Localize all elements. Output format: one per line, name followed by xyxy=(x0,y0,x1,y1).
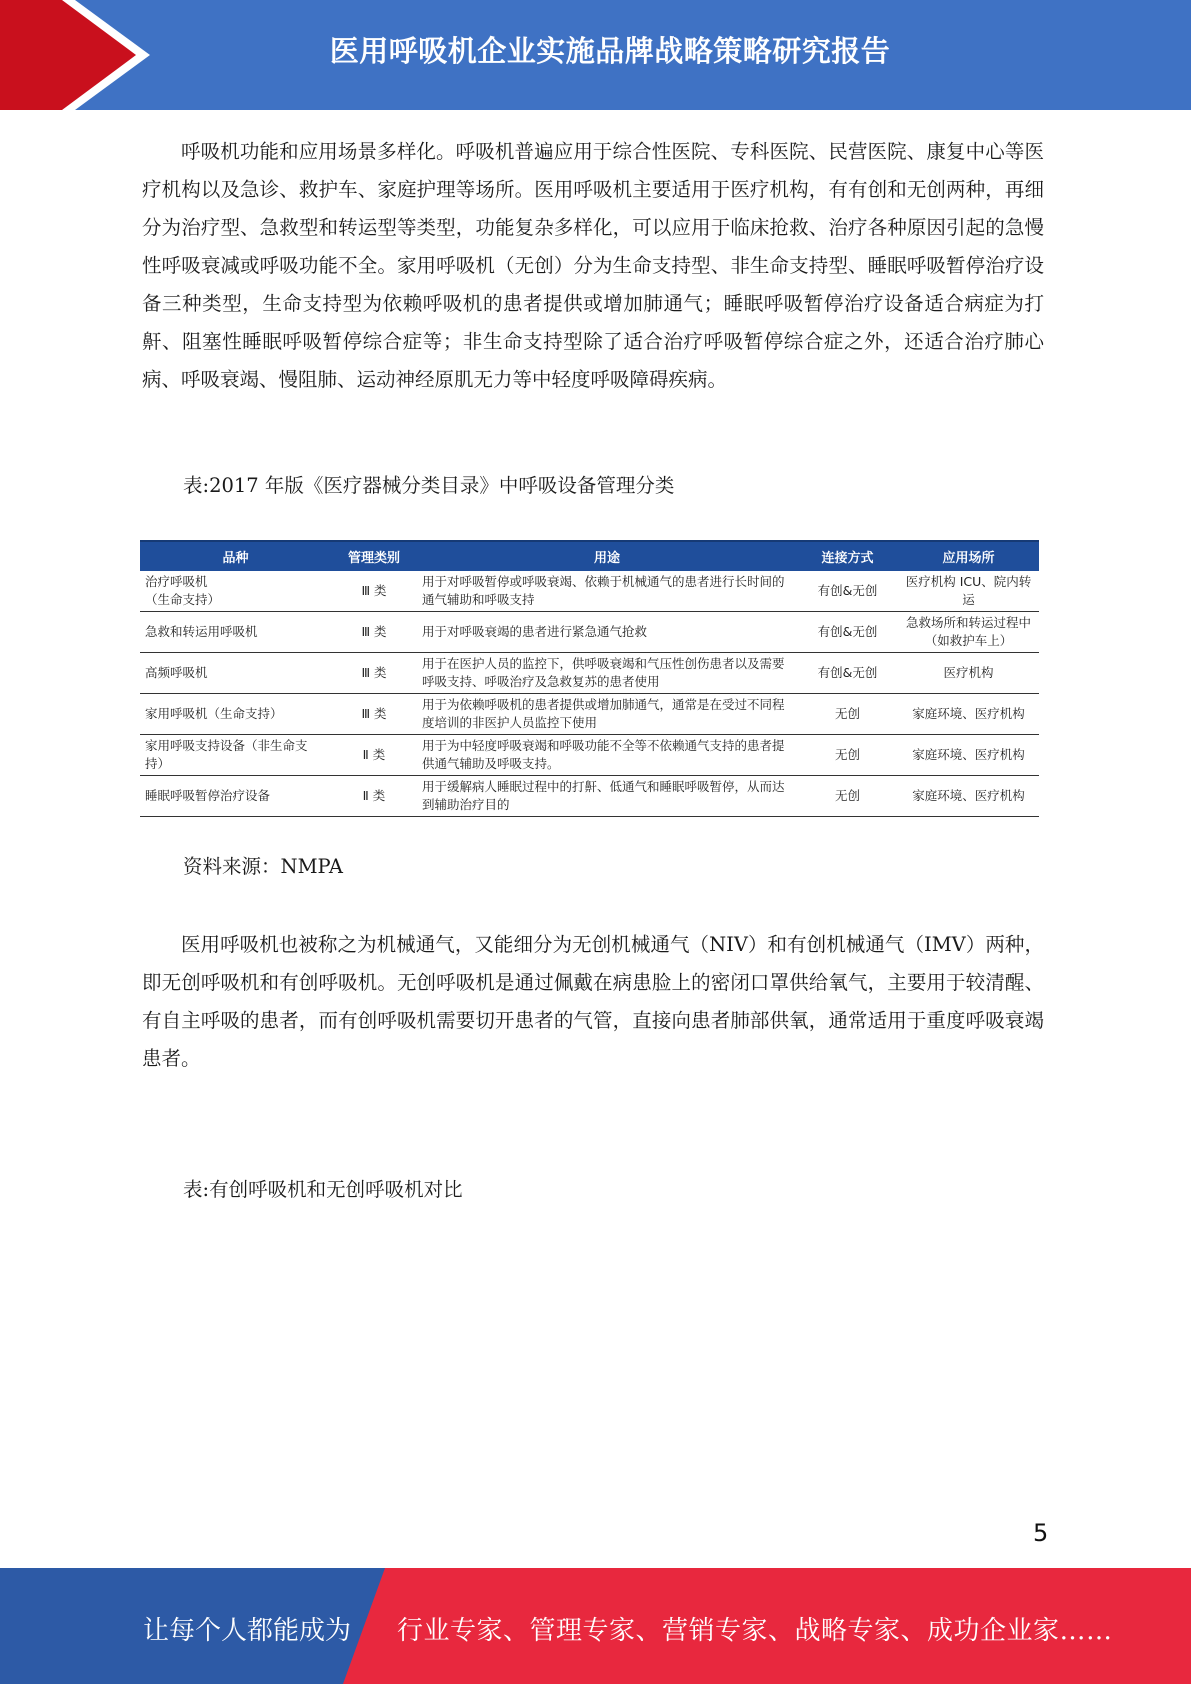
body-paragraph-2: 医用呼吸机也被称之为机械通气，又能细分为无创机械通气（NIV）和有创机械通气（IMV）两种，即无创呼吸机和有创呼吸机。无创呼吸机是通过佩戴在病患脸上的密闭口罩供给氧气，主要用于较清醒、有自主呼吸的患者，而有创呼吸机需要切开患者的气管，直接向患者肺部供氧，通常适用于重度呼吸衰竭患者。 xyxy=(142,933,1044,1070)
table-row xyxy=(140,776,1039,817)
cell-connection: 无创 xyxy=(797,694,898,735)
page-number: 5 xyxy=(1033,1519,1049,1547)
cell-connection: 无创 xyxy=(797,735,898,776)
classification-table xyxy=(140,540,1039,817)
cell-venue: 家庭环境、医疗机构 xyxy=(898,694,1039,735)
cell-usage: 用于对呼吸暂停或呼吸衰竭、依赖于机械通气的患者进行长时间的通气辅助和呼吸支持 xyxy=(417,571,797,612)
cell-class: Ⅲ 类 xyxy=(331,653,417,694)
table-header-row xyxy=(140,541,1039,571)
table-row xyxy=(140,735,1039,776)
footer-slogan-right: 行业专家、管理专家、营销专家、战略专家、成功企业家…… xyxy=(397,1616,1113,1646)
cell-class: Ⅱ 类 xyxy=(331,776,417,817)
cell-venue: 医疗机构 xyxy=(898,653,1039,694)
cell-connection: 有创&无创 xyxy=(797,571,898,612)
cell-venue: 急救场所和转运过程中（如救护车上） xyxy=(898,612,1039,653)
cell-type: 治疗呼吸机 （生命支持） xyxy=(140,571,331,612)
cell-connection: 无创 xyxy=(797,776,898,817)
col-header-type: 品种 xyxy=(140,541,331,571)
cell-connection: 有创&无创 xyxy=(797,612,898,653)
cell-class: Ⅲ 类 xyxy=(331,612,417,653)
cell-type: 急救和转运用呼吸机 xyxy=(140,612,331,653)
cell-usage: 用于在医护人员的监控下，供呼吸衰竭和气压性创伤患者以及需要呼吸支持、呼吸治疗及急救复苏的患者使用 xyxy=(417,653,797,694)
col-header-class: 管理类别 xyxy=(331,541,417,571)
col-header-connection: 连接方式 xyxy=(797,541,898,571)
cell-venue: 家庭环境、医疗机构 xyxy=(898,776,1039,817)
cell-type: 家用呼吸支持设备（非生命支持） xyxy=(140,735,331,776)
cell-type: 睡眠呼吸暂停治疗设备 xyxy=(140,776,331,817)
cell-usage: 用于为依赖呼吸机的患者提供或增加肺通气，通常是在受过不同程度培训的非医护人员监控下使用 xyxy=(417,694,797,735)
header-arrow-decoration xyxy=(0,0,160,110)
cell-type: 高频呼吸机 xyxy=(140,653,331,694)
cell-usage: 用于对呼吸衰竭的患者进行紧急通气抢救 xyxy=(417,612,797,653)
cell-class: Ⅱ 类 xyxy=(331,735,417,776)
cell-type: 家用呼吸机（生命支持） xyxy=(140,694,331,735)
cell-class: Ⅲ 类 xyxy=(331,694,417,735)
cell-class: Ⅲ 类 xyxy=(331,571,417,612)
cell-usage: 用于缓解病人睡眠过程中的打鼾、低通气和睡眠呼吸暂停，从而达到辅助治疗目的 xyxy=(417,776,797,817)
table-row xyxy=(140,612,1039,653)
footer-slogan-left: 让每个人都能成为 xyxy=(143,1616,352,1646)
table-row xyxy=(140,694,1039,735)
table-row xyxy=(140,571,1039,612)
cell-usage: 用于为中轻度呼吸衰竭和呼吸功能不全等不依赖通气支持的患者提供通气辅助及呼吸支持。 xyxy=(417,735,797,776)
table1-source: 资料来源：NMPA xyxy=(183,855,343,878)
cell-venue: 家庭环境、医疗机构 xyxy=(898,735,1039,776)
page-header xyxy=(0,0,1191,110)
table2-caption: 表:有创呼吸机和无创呼吸机对比 xyxy=(183,1178,463,1201)
page-footer xyxy=(0,1568,1191,1684)
col-header-venue: 应用场所 xyxy=(898,541,1039,571)
col-header-usage: 用途 xyxy=(417,541,797,571)
cell-venue: 医疗机构 ICU、院内转运 xyxy=(898,571,1039,612)
cell-connection: 有创&无创 xyxy=(797,653,898,694)
table-row xyxy=(140,653,1039,694)
table1-caption: 表:2017 年版《医疗器械分类目录》中呼吸设备管理分类 xyxy=(183,474,675,497)
report-title: 医用呼吸机企业实施品牌战略策略研究报告 xyxy=(329,34,891,68)
body-paragraph-1: 呼吸机功能和应用场景多样化。呼吸机普遍应用于综合性医院、专科医院、民营医院、康复中心等医疗机构以及急诊、救护车、家庭护理等场所。医用呼吸机主要适用于医疗机构，有有创和无创两种，再细分为治疗型、急救型和转运型等类型，功能复杂多样化，可以应用于临床抢救、治疗各种原因引起的急慢性呼吸衰减或呼吸功能不全。家用呼吸机（无创）分为生命支持型、非生命支持型、睡眠呼吸暂停治疗设备三种类型，生命支持型为依赖呼吸机的患者提供或增加肺通气；睡眠呼吸暂停治疗设备适合病症为打鼾、阻塞性睡眠呼吸暂停综合症等；非生命支持型除了适合治疗呼吸暂停综合症之外，还适合治疗肺心病、呼吸衰竭、慢阻肺、运动神经原肌无力等中轻度呼吸障碍疾病。 xyxy=(142,140,1044,391)
